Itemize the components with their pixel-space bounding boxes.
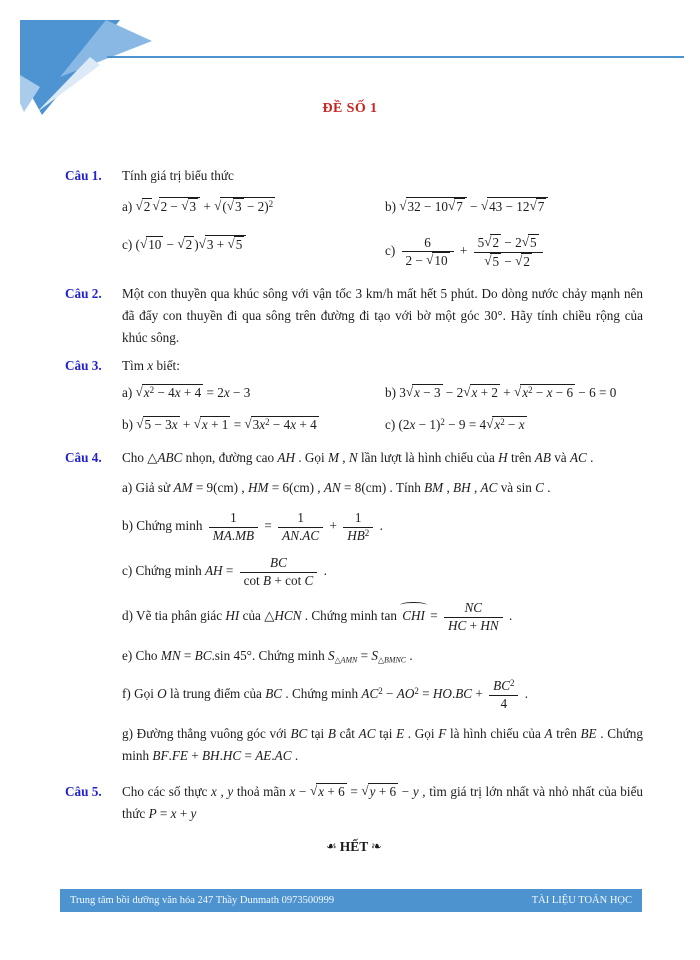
question-1 <box>65 165 643 277</box>
q4-part-g: g) Đường thẳng vuông góc với BC tại B cắt AC tại E . Gọi F là hình chiếu của A trên BE . Chứng minh BF.FE + BH.HC = AE.AC . <box>122 726 643 763</box>
question-4-intro: Cho △ABC nhọn, đường cao AH . Gọi M , N lần lượt là hình chiếu của H trên AB và AC . <box>122 450 594 465</box>
header-rule <box>107 56 684 58</box>
q4-part-d: d) Vẽ tia phân giác HI của △HCN . Chứng minh tan CHI = $\frac{NC}{HC + HN}$ . <box>122 600 513 633</box>
question-5-text: Cho các số thực x , y thoả mãn x − √x + 6 = √y + 6 − y , tìm giá trị lớn nhất và nhỏ nhất của biểu thức P = x + y <box>122 783 644 821</box>
page-title: ĐỀ SỐ 1 <box>322 101 378 116</box>
fleuron-left-icon: ☙ <box>325 839 337 853</box>
q1-item-a: a) √2 $√2 - √3 + √(√3 - 2)^2$ <box>122 198 274 214</box>
question-5-label: Câu 5. <box>65 784 102 799</box>
question-2 <box>65 283 643 349</box>
q3-item-c: c) $(2x - 1)^2 - 9 = 4√x^2 - x$ <box>385 416 525 432</box>
question-1-intro: Tính giá trị biểu thức <box>122 168 234 183</box>
question-2-label: Câu 2. <box>65 286 102 301</box>
q1-item-c2: c) $\frac{6}{2 - √10}$ + $\frac{5√2 - 2√5}{√5 - √2}$ <box>385 225 643 277</box>
footer-bar <box>60 889 642 912</box>
q4-part-e: e) Cho MN = BC.sin 45°. Chứng minh $S_{\triangle AMN} = S_{\triangle BMNC}$ . <box>122 648 413 665</box>
q4-part-b: b) Chứng minh $\frac{1}{MA.MB}$ = $\frac{1}{AN.AC}$ + $\frac{1}{HB^2}$ . <box>122 510 383 543</box>
question-4 <box>65 447 643 775</box>
footer-right-text: TÀI LIỆU TOÁN HỌC <box>531 895 632 906</box>
question-1-items <box>122 187 643 277</box>
q1-item-b: b) √32 − 10√7 − √43 − 12√7 <box>385 187 643 225</box>
question-2-text: Một con thuyền qua khúc sông với vận tốc 3 km/h mất hết 5 phút. Do dòng nước chảy mạnh nên đã đẩy con thuyền đi qua sông trên đường đi tạo với bờ một góc 30°. Hãy tính chiều rộng của khúc sông. <box>122 286 643 345</box>
q3-item-a: a) $√x^2 - 4x + 4 = 2x - 3$ <box>122 384 251 400</box>
question-3-intro: Tìm x biết: <box>122 358 180 373</box>
footer-left-text: Trung tâm bồi dưỡng văn hóa 247 Thầy Dunmath 0973500999 <box>70 895 335 906</box>
question-4-label: Câu 4. <box>65 450 102 465</box>
fleuron-right-icon: ☙ <box>371 839 383 853</box>
q3-item-b2: b) $√5 - 3x + √x + 1 = √3x^2 - 4x + 4$ <box>122 416 317 432</box>
question-1-label: Câu 1. <box>65 168 102 183</box>
question-3 <box>65 355 643 441</box>
end-mark <box>65 839 643 855</box>
q4-part-c: c) Chứng minh AH = $\frac{BC}{\text{cot B + cot C}}$ . <box>122 555 327 588</box>
q3-item-b: b) $3√x - 3 - 2√x + 2 + √x^2 - x - 6 - 6 = 0$ <box>385 384 617 400</box>
question-5 <box>65 781 643 825</box>
q4-part-a: a) Giả sử AM = 9(cm) , HM = 6(cm) , AN = 8(cm) . Tính BM , BH , AC và sin C . <box>122 480 551 495</box>
q4-part-f: f) Gọi O là trung điểm của BC . Chứng minh $AC^2 - AO^2 = HO.BC$ + $\frac{BC^2}{4}$ . <box>122 677 529 711</box>
question-3-items <box>122 377 643 441</box>
content-area <box>65 165 643 855</box>
end-mark-text: HẾT <box>339 839 369 854</box>
question-3-label: Câu 3. <box>65 358 102 373</box>
q1-item-c: c) (√10 − √2 )√3 + √5 <box>122 225 385 277</box>
